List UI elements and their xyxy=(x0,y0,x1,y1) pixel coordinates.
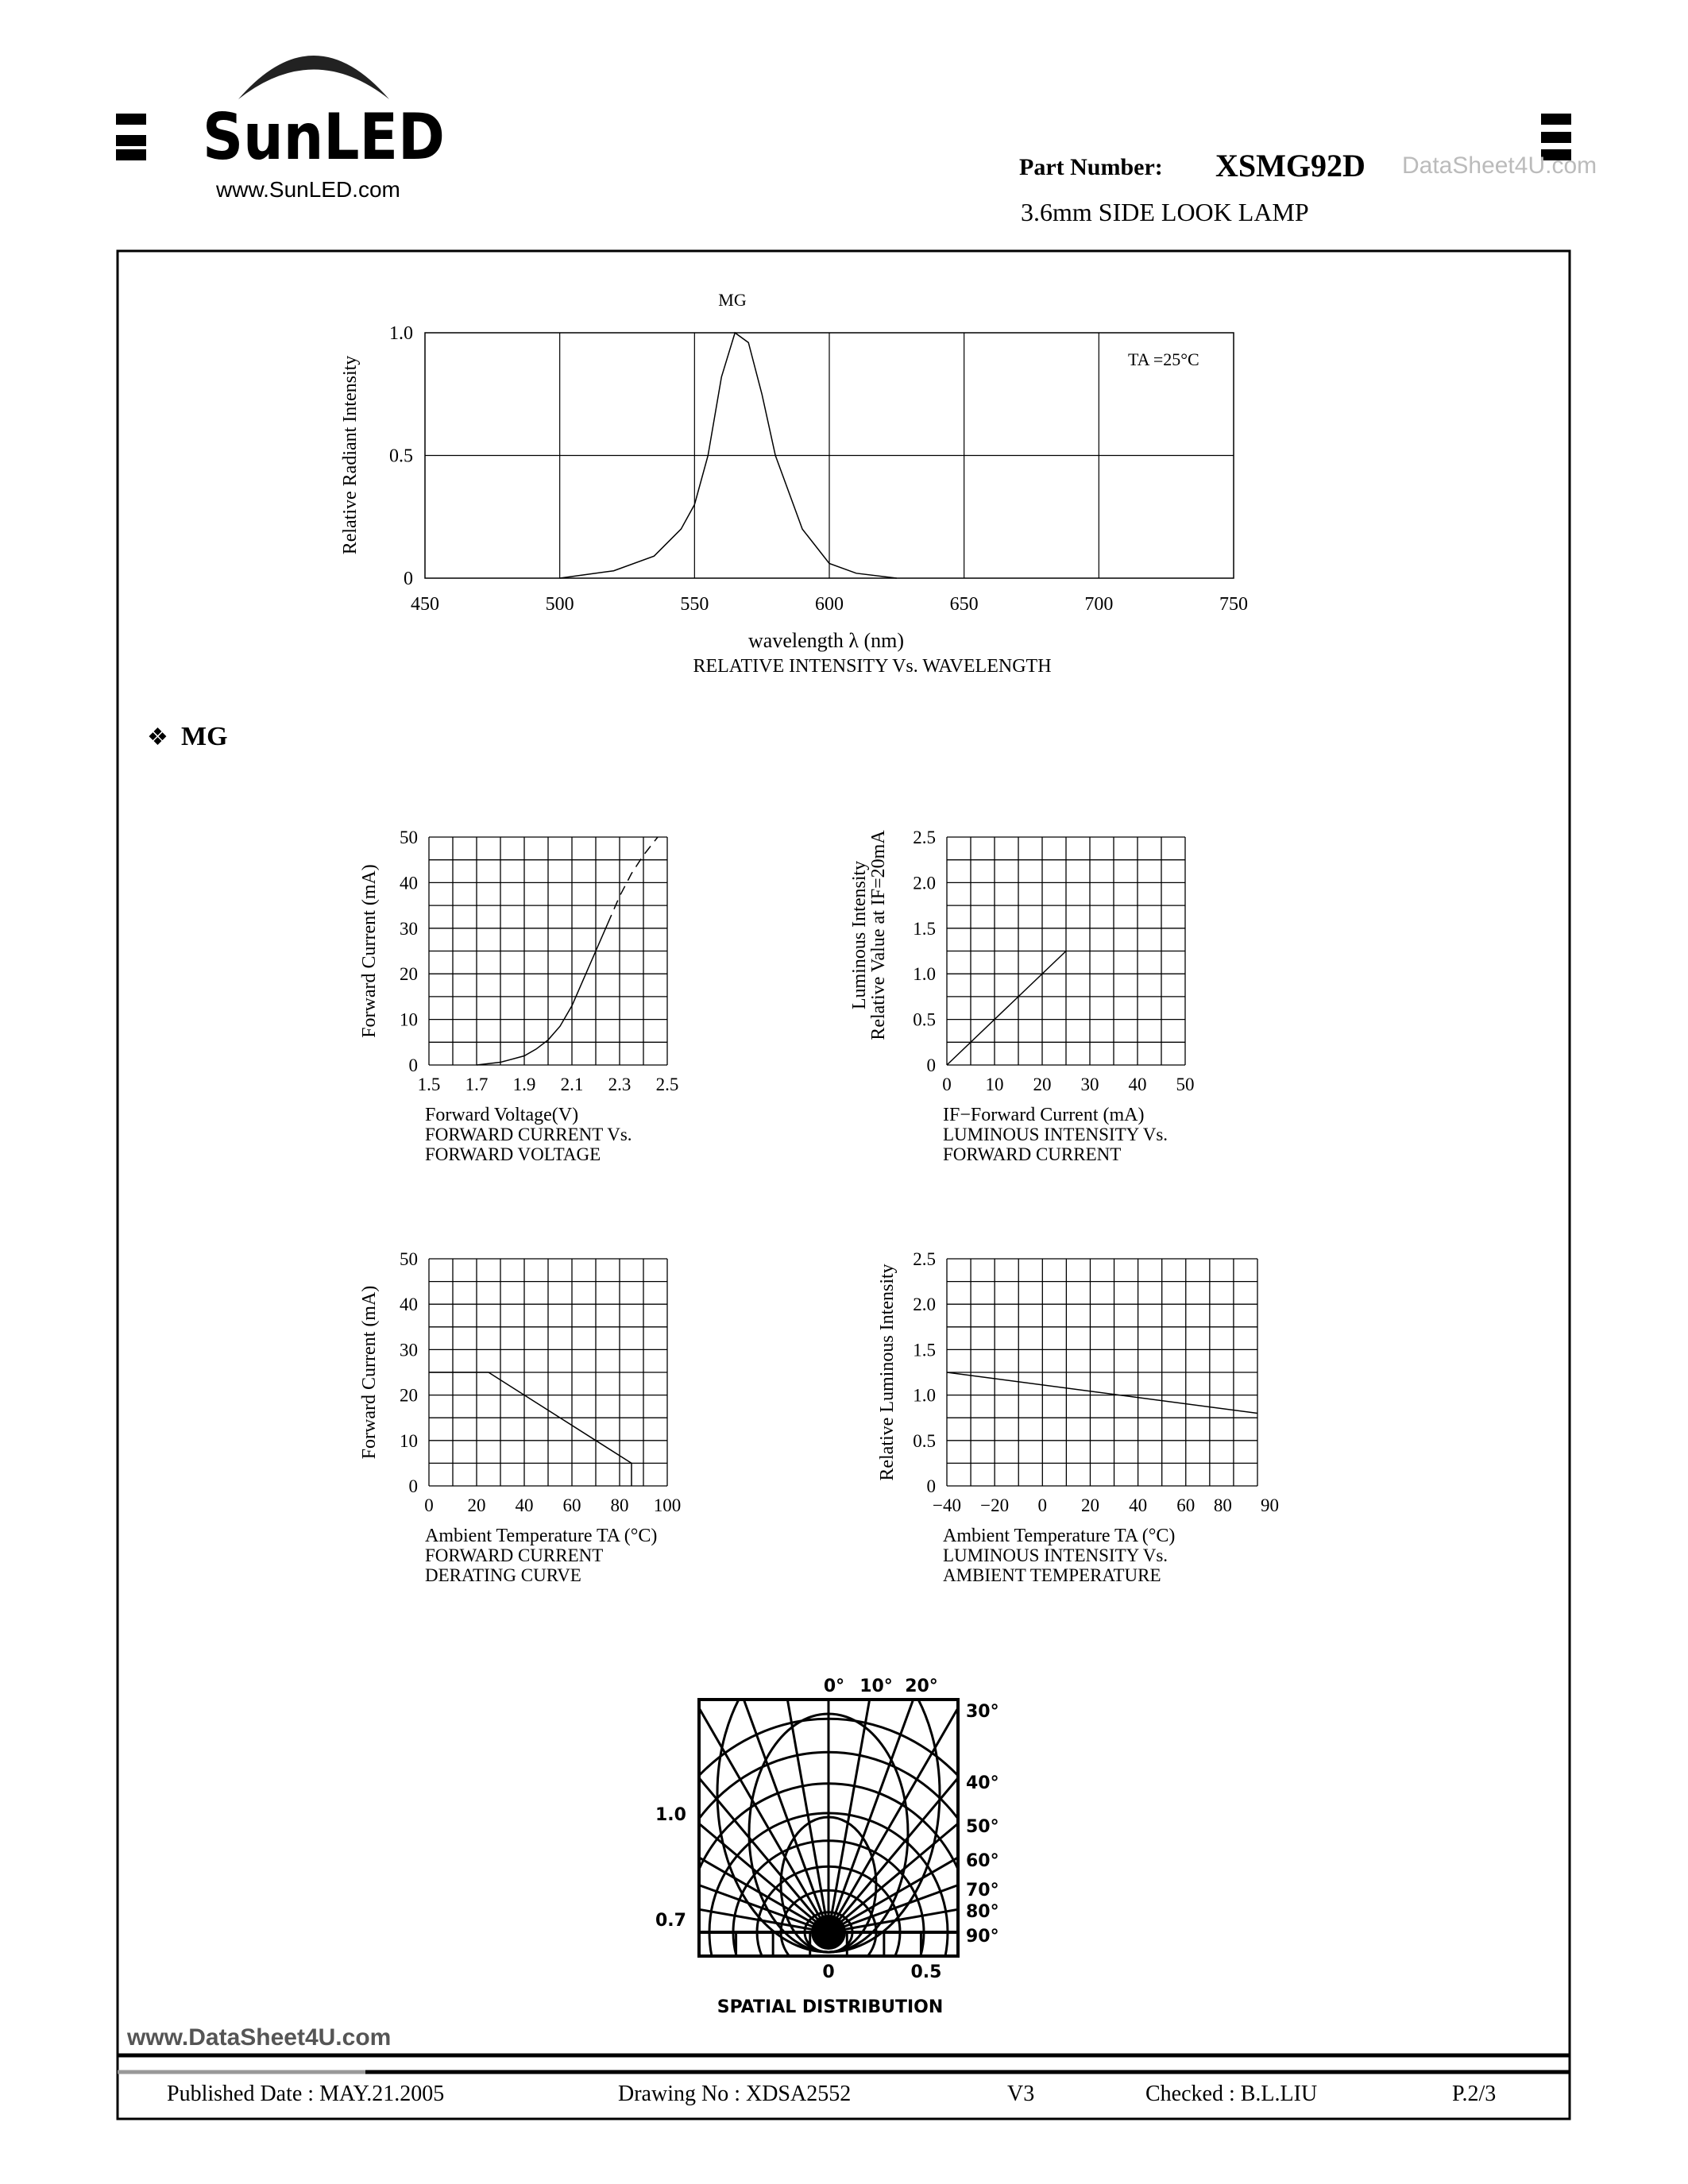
chart-caption: DERATING CURVE xyxy=(425,1565,581,1585)
angle-label: 90° xyxy=(966,1927,999,1947)
x-tick-label: 0 xyxy=(424,1495,434,1515)
scale-label: 0 xyxy=(822,1962,835,1982)
chart-caption: FORWARD CURRENT Vs. xyxy=(425,1125,632,1144)
logo-text: SunLED xyxy=(203,100,445,174)
y-tick-label: 0.5 xyxy=(913,1430,936,1451)
x-tick-label: 90 xyxy=(1261,1495,1279,1515)
x-tick-label: 0 xyxy=(942,1075,952,1094)
x-axis-label: wavelength λ (nm) xyxy=(748,629,904,652)
y-tick-label: 20 xyxy=(400,1385,418,1406)
x-tick-label: 1.5 xyxy=(417,1075,441,1094)
x-tick-label: 700 xyxy=(1084,594,1114,615)
x-tick-label: 1.7 xyxy=(465,1075,489,1094)
chart-caption: SPATIAL DISTRIBUTION xyxy=(717,1997,944,2017)
y-tick-label: 2.0 xyxy=(913,873,936,893)
y-tick-label: 30 xyxy=(400,918,418,939)
y-axis-label: Luminous Intensity xyxy=(849,860,870,1010)
part-number: XSMG92D xyxy=(1215,148,1365,183)
x-tick-label: 80 xyxy=(1213,1495,1232,1515)
section-heading xyxy=(147,722,228,751)
series-line xyxy=(947,1372,1257,1413)
x-tick-label: 600 xyxy=(815,594,844,615)
angle-label: 30° xyxy=(966,1702,999,1722)
y-axis-label: Relative Radiant Intensity xyxy=(340,355,361,555)
x-tick-label: 40 xyxy=(1128,1075,1147,1094)
y-tick-label: 40 xyxy=(400,873,418,893)
footer xyxy=(118,2024,1570,2106)
x-tick-label: 2.1 xyxy=(560,1075,584,1094)
temperature-annotation: TA =25°C xyxy=(1128,349,1199,369)
y-tick-label: 2.5 xyxy=(913,828,936,847)
angle-label: 0° xyxy=(823,1677,845,1696)
x-tick-label: 60 xyxy=(562,1495,581,1515)
chart-caption: LUMINOUS INTENSITY Vs. xyxy=(943,1545,1168,1565)
chart-4 xyxy=(877,1249,1279,1585)
chart-caption: RELATIVE INTENSITY Vs. WAVELENGTH xyxy=(693,656,1052,677)
radial-line xyxy=(522,1567,829,1932)
sunled-logo-arc-icon xyxy=(238,56,389,99)
y-tick-label: 0 xyxy=(926,1055,936,1075)
chart-caption: FORWARD CURRENT xyxy=(425,1545,604,1565)
x-tick-label: 500 xyxy=(545,594,574,615)
angle-label: 40° xyxy=(966,1773,999,1793)
x-tick-label: 10 xyxy=(985,1075,1004,1094)
chart-caption: AMBIENT TEMPERATURE xyxy=(943,1565,1161,1585)
radial-line xyxy=(829,1567,1135,1932)
y-tick-label: 40 xyxy=(400,1295,418,1315)
series-line xyxy=(477,924,608,1065)
x-tick-label: 100 xyxy=(653,1495,682,1515)
website-link[interactable]: www.SunLED.com xyxy=(216,177,400,202)
scale-label: 0.5 xyxy=(910,1962,942,1982)
x-tick-label: 450 xyxy=(411,594,439,615)
y-tick-label: 50 xyxy=(400,828,418,847)
diamond-bullet-icon: ❖ xyxy=(147,724,168,751)
y-tick-label: 10 xyxy=(400,1430,418,1451)
x-tick-label: −20 xyxy=(980,1495,1010,1515)
series-line xyxy=(429,1372,632,1486)
angle-label: 20° xyxy=(905,1677,938,1696)
x-tick-label: 1.9 xyxy=(512,1075,536,1094)
y-tick-label: 0 xyxy=(404,569,413,589)
x-tick-label: 20 xyxy=(467,1495,486,1515)
y-tick-label: 50 xyxy=(400,1249,418,1269)
checked-by: Checked : B.L.LIU xyxy=(1145,2082,1318,2106)
y-tick-label: 2.5 xyxy=(913,1249,936,1269)
angle-label: 80° xyxy=(966,1902,999,1922)
y-tick-label: 20 xyxy=(400,964,418,985)
drawing-number: Drawing No : XDSA2552 xyxy=(618,2082,852,2106)
intensity-label: 1.0 xyxy=(655,1805,686,1825)
x-axis-label: Ambient Temperature TA (°C) xyxy=(425,1526,658,1546)
y-axis-label: Forward Current (mA) xyxy=(359,864,380,1038)
y-axis-label: Relative Luminous Intensity xyxy=(877,1264,898,1481)
angle-label: 60° xyxy=(966,1851,999,1871)
charts xyxy=(340,290,1305,2146)
y-tick-label: 0 xyxy=(408,1476,418,1496)
y-axis-label: Relative Value at IF=20mA xyxy=(868,830,889,1040)
spectrum-chart xyxy=(340,290,1248,677)
x-tick-label: 20 xyxy=(1033,1075,1052,1094)
x-tick-label: 550 xyxy=(680,594,709,615)
x-tick-label: 2.3 xyxy=(608,1075,632,1094)
y-tick-label: 10 xyxy=(400,1009,418,1030)
x-tick-label: −40 xyxy=(933,1495,961,1515)
footer-watermark[interactable]: www.DataSheet4U.com xyxy=(127,2024,392,2051)
section-label: MG xyxy=(181,722,228,751)
chart-caption: FORWARD VOLTAGE xyxy=(425,1144,601,1164)
x-tick-label: 650 xyxy=(949,594,979,615)
x-axis-label: IF−Forward Current (mA) xyxy=(943,1105,1145,1125)
x-tick-label: 0 xyxy=(1037,1495,1048,1515)
x-tick-label: 40 xyxy=(1129,1495,1148,1515)
angle-label: 10° xyxy=(859,1677,893,1696)
angle-label: 50° xyxy=(966,1817,999,1837)
published-date: Published Date : MAY.21.2005 xyxy=(167,2082,445,2106)
chart-caption: LUMINOUS INTENSITY Vs. xyxy=(943,1125,1168,1144)
x-tick-label: 750 xyxy=(1219,594,1248,615)
x-tick-label: 30 xyxy=(1080,1075,1099,1094)
x-tick-label: 60 xyxy=(1176,1495,1196,1515)
x-tick-label: 50 xyxy=(1176,1075,1195,1094)
x-tick-label: 20 xyxy=(1080,1495,1099,1515)
page-number: P.2/3 xyxy=(1452,2082,1497,2106)
series-line xyxy=(608,837,658,924)
y-tick-label: 1.5 xyxy=(913,918,936,939)
y-tick-label: 2.0 xyxy=(913,1295,936,1315)
y-tick-label: 0.5 xyxy=(913,1009,936,1030)
version: V3 xyxy=(1007,2082,1035,2106)
y-tick-label: 1.5 xyxy=(913,1340,936,1360)
chart-2 xyxy=(849,828,1195,1164)
series-line xyxy=(947,951,1066,1066)
product-subtitle: 3.6mm SIDE LOOK LAMP xyxy=(1021,198,1309,226)
x-tick-label: 2.5 xyxy=(655,1075,679,1094)
watermark: DataSheet4U.com xyxy=(1402,152,1597,179)
y-tick-label: 0 xyxy=(408,1055,418,1075)
chart-1 xyxy=(359,828,678,1164)
x-axis-label: Ambient Temperature TA (°C) xyxy=(943,1526,1176,1546)
angle-label: 70° xyxy=(966,1881,999,1900)
y-axis-label: Forward Current (mA) xyxy=(359,1285,380,1460)
header xyxy=(116,56,1597,226)
x-tick-label: 40 xyxy=(515,1495,534,1515)
chart-title: MG xyxy=(718,290,747,310)
y-tick-label: 1.0 xyxy=(913,1385,936,1406)
chart-caption: FORWARD CURRENT xyxy=(943,1144,1122,1164)
left-bars-icon xyxy=(116,114,146,160)
y-tick-label: 30 xyxy=(400,1340,418,1360)
x-tick-label: 80 xyxy=(610,1495,629,1515)
intensity-label: 0.7 xyxy=(655,1911,686,1931)
x-axis-label: Forward Voltage(V) xyxy=(425,1105,579,1125)
y-tick-label: 1.0 xyxy=(389,323,413,344)
content-frame xyxy=(118,251,1570,2119)
y-tick-label: 0.5 xyxy=(389,446,413,467)
part-number-label: Part Number: xyxy=(1019,154,1163,180)
y-tick-label: 0 xyxy=(926,1476,936,1496)
y-tick-label: 1.0 xyxy=(913,964,936,985)
chart-3 xyxy=(359,1249,681,1585)
